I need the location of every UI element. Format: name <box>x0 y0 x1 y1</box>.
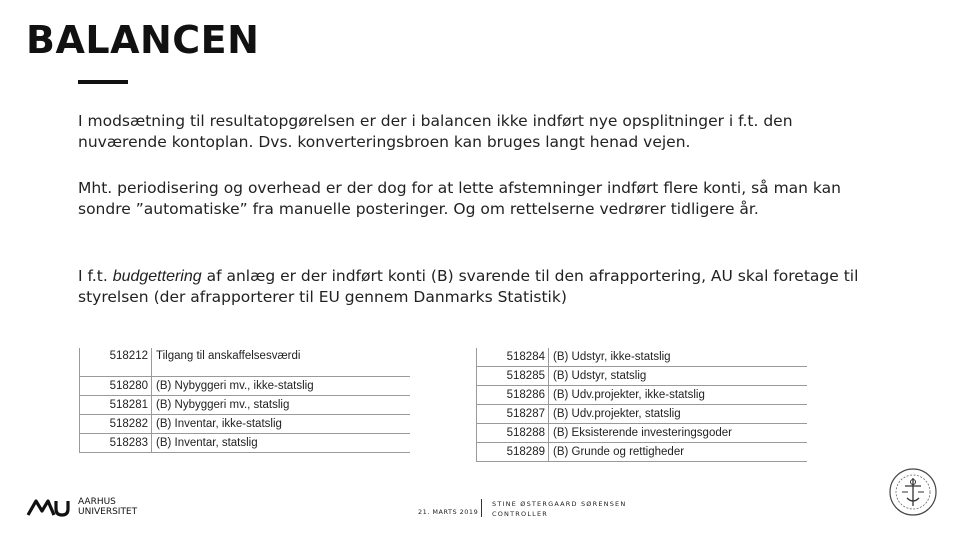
table-row <box>477 424 808 443</box>
university-name-line-2: UNIVERSITET <box>78 507 138 517</box>
account-number: 518284 <box>477 348 549 367</box>
account-label: Tilgang til anskaffelsesværdi <box>152 348 411 377</box>
table-row <box>80 348 411 377</box>
account-number: 518281 <box>80 396 152 415</box>
table-row <box>477 443 808 462</box>
university-name-line-1: AARHUS <box>78 497 116 507</box>
table-row <box>80 415 411 434</box>
author-title: CONTROLLER <box>492 510 548 518</box>
account-number: 518283 <box>80 434 152 453</box>
account-label: (B) Udv.projekter, ikke-statslig <box>549 386 808 405</box>
paragraph-3-pre: I f.t. <box>78 267 113 285</box>
account-label: (B) Eksisterende investeringsgoder <box>549 424 808 443</box>
account-label: (B) Inventar, statslig <box>152 434 411 453</box>
title-underline <box>78 80 128 84</box>
account-number: 518289 <box>477 443 549 462</box>
table-row <box>80 377 411 396</box>
paragraph-3-post: af anlæg er der indført konti (B) svarende til den afrapportering, AU skal foretage til styrelsen (der afrapporterer til EU gennem Danmarks Statistik) <box>78 267 859 306</box>
account-number: 518286 <box>477 386 549 405</box>
account-table-left <box>79 348 410 453</box>
paragraph-3 <box>78 266 878 308</box>
table-row <box>477 367 808 386</box>
university-seal-icon <box>888 462 938 522</box>
account-label: (B) Nybyggeri mv., ikke-statslig <box>152 377 411 396</box>
account-label: (B) Udstyr, statslig <box>549 367 808 386</box>
account-number: 518285 <box>477 367 549 386</box>
university-name <box>78 497 137 517</box>
author-name: STINE ØSTERGAARD SØRENSEN <box>492 500 627 508</box>
account-label: (B) Udv.projekter, statslig <box>549 405 808 424</box>
paragraph-3-emphasis: budgettering <box>112 268 202 285</box>
presentation-date: 21. MARTS 2019 <box>418 508 479 516</box>
au-logo-icon <box>26 497 70 517</box>
table-row <box>80 434 411 453</box>
table-row <box>477 405 808 424</box>
table-row <box>477 348 808 367</box>
account-number: 518287 <box>477 405 549 424</box>
account-label: (B) Nybyggeri mv., statslig <box>152 396 411 415</box>
account-number: 518288 <box>477 424 549 443</box>
paragraph-1: I modsætning til resultatopgørelsen er der i balancen ikke indført nye opsplitninger i f.t. den nuværende kontoplan. Dvs. konverteringsbroen kan bruges langt henad vejen. <box>78 112 793 151</box>
account-label: (B) Grunde og rettigheder <box>549 443 808 462</box>
slide-title: BALANCEN <box>26 18 260 62</box>
account-label: (B) Inventar, ikke-statslig <box>152 415 411 434</box>
account-number: 518282 <box>80 415 152 434</box>
table-row <box>477 386 808 405</box>
account-number: 518212 <box>80 348 152 377</box>
paragraph-2: Mht. periodisering og overhead er der dog for at lette afstemninger indført flere konti, så man kan sondre ”automatiske” fra manuelle posteringer. Og om rettelserne vedrører tidligere år. <box>78 179 841 218</box>
footer-divider <box>481 499 482 517</box>
table-row <box>80 396 411 415</box>
author-info <box>492 499 626 519</box>
account-number: 518280 <box>80 377 152 396</box>
account-table-right <box>476 348 807 462</box>
account-label: (B) Udstyr, ikke-statslig <box>549 348 808 367</box>
